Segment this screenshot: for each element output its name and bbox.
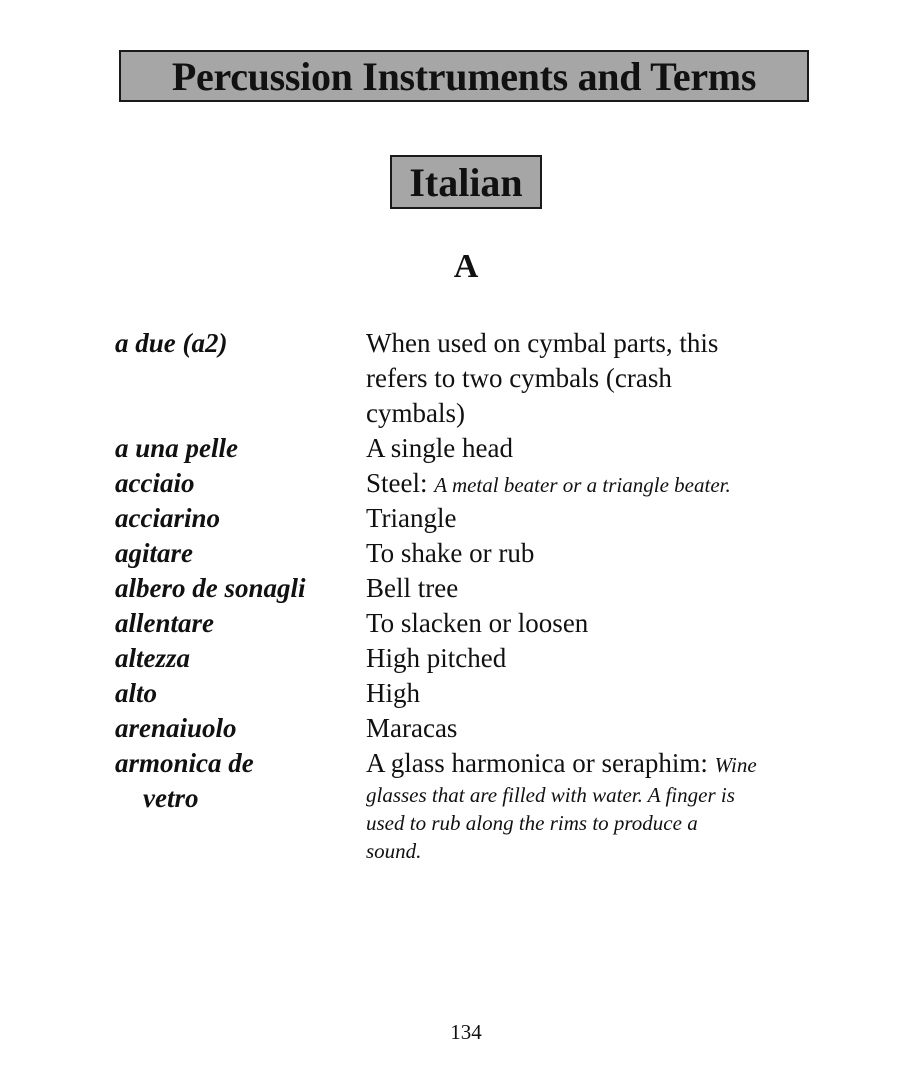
definition-line: refers to two cymbals (crash	[366, 363, 672, 393]
page-title-text: Percussion Instruments and Terms	[171, 53, 757, 99]
entry-term: allentare	[115, 608, 214, 638]
section-letter: A	[453, 248, 479, 285]
definition-note: used to rub along the rims to produce a	[366, 811, 698, 835]
entry-term: acciaio	[115, 468, 195, 498]
entry-definition: High	[366, 678, 420, 708]
page-title	[119, 50, 809, 102]
entry-term: albero de sonagli	[115, 573, 306, 603]
entry-term: a due (a2)	[115, 328, 228, 358]
entry-definition: Maracas	[366, 713, 458, 743]
definition-text: A glass harmonica or seraphim:	[366, 748, 708, 778]
entry-term	[115, 746, 355, 816]
entry-definition: To slacken or loosen	[366, 608, 589, 638]
entry-term: a una pelle	[115, 433, 239, 463]
term-line: armonica de	[115, 748, 254, 778]
page-number: 134	[450, 1020, 482, 1044]
entry-definition: Bell tree	[366, 573, 459, 603]
definition-note: glasses that are filled with water. A finger is	[366, 783, 735, 807]
term-line: vetro	[143, 783, 199, 813]
entry-definition: High pitched	[366, 643, 507, 673]
definition-note: Wine	[714, 753, 757, 777]
definition-line: When used on cymbal parts, this	[366, 328, 719, 358]
entry-definition: A single head	[366, 433, 513, 463]
entry-definition: Triangle	[366, 503, 457, 533]
definition-note: sound.	[366, 839, 422, 863]
entry-definition: To shake or rub	[366, 538, 535, 568]
entry-definition	[366, 326, 826, 431]
definition-line: cymbals)	[366, 398, 465, 428]
entry-term: alto	[115, 678, 158, 708]
entry-term: altezza	[115, 643, 191, 673]
entry-term: agitare	[115, 538, 193, 568]
language-heading-text: Italian	[409, 159, 523, 205]
entry-term: arenaiuolo	[115, 713, 237, 743]
entry-term: acciarino	[115, 503, 220, 533]
entry-definition	[366, 466, 826, 501]
language-heading	[390, 155, 542, 209]
definition-note: A metal beater or a triangle beater.	[434, 473, 731, 497]
entry-definition	[366, 746, 826, 865]
definition-text: Steel:	[366, 468, 428, 498]
